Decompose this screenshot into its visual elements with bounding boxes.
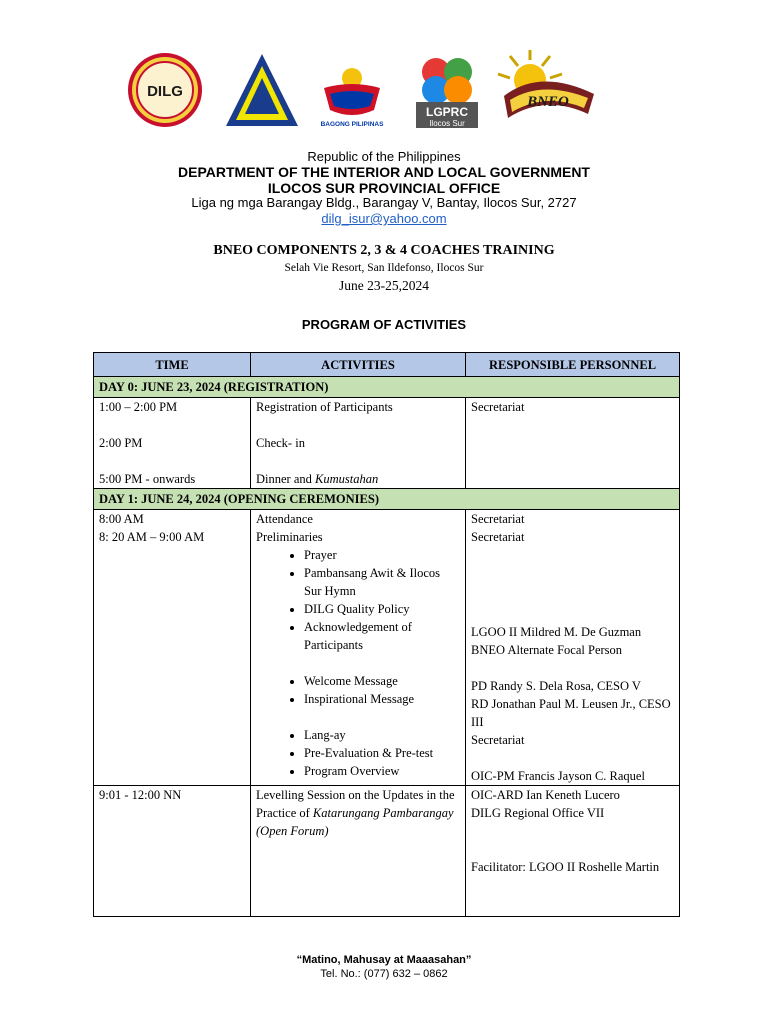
department-name: DEPARTMENT OF THE INTERIOR AND LOCAL GOVERNMENT — [178, 164, 590, 180]
activity-text: Levelling Session on the Updates in the Practice of — [256, 788, 455, 820]
table-header-row — [94, 353, 680, 377]
time-text: 9:01 - 12:00 NN — [99, 788, 182, 802]
time-text: 8:00 AM — [99, 512, 144, 526]
list-item: • Pambansang Awit & Ilocos Sur Hymn — [304, 564, 460, 600]
list-item: • Prayer — [304, 546, 460, 564]
svg-text:BNEO: BNEO — [527, 94, 569, 110]
table-row — [94, 786, 680, 917]
email-link[interactable]: dilg_isur@yahoo.com — [321, 211, 447, 226]
logo-bar — [0, 50, 768, 130]
lga-logo — [224, 50, 300, 130]
event-venue: Selah Vie Resort, San Ildefonso, Ilocos Sur — [284, 262, 484, 274]
time-cell — [94, 510, 251, 786]
responsible-cell — [466, 398, 680, 489]
preliminaries-list — [256, 726, 460, 780]
event-title: BNEO COMPONENTS 2, 3 & 4 COACHES TRAINING — [213, 243, 555, 258]
day0-row — [94, 377, 680, 398]
responsible-text: PD Randy S. Dela Rosa, CESO V — [471, 679, 641, 693]
activity-cell — [251, 398, 466, 489]
header-time: TIME — [94, 353, 251, 377]
responsible-text: Secretariat — [471, 530, 525, 544]
list-item: • Acknowledgement of Participants — [304, 618, 460, 654]
list-item: • Pre-Evaluation & Pre-test — [304, 744, 460, 762]
table-row — [94, 510, 680, 786]
header-activities: ACTIVITIES — [251, 353, 466, 377]
day1-label: DAY 1: JUNE 24, 2024 (OPENING CEREMONIES) — [94, 489, 680, 510]
responsible-text: Facilitator: LGOO II Roshelle Martin — [471, 860, 660, 874]
time-text: 1:00 – 2:00 PM — [99, 400, 178, 414]
preliminaries-list — [256, 546, 460, 654]
program-heading: PROGRAM OF ACTIVITIES — [301, 317, 467, 332]
dilg-seal-logo — [127, 50, 203, 130]
header-responsible: RESPONSIBLE PERSONNEL — [466, 353, 680, 377]
responsible-text: OIC-PM Francis Jayson C. Raquel — [471, 769, 645, 783]
time-text: 5:00 PM - onwards — [99, 472, 196, 486]
list-item: • Lang-ay — [304, 726, 460, 744]
bagong-pilipinas-logo — [316, 50, 388, 130]
list-item: • DILG Quality Policy — [304, 600, 460, 618]
list-item: • Program Overview — [304, 762, 460, 780]
activity-text: Check- in — [256, 436, 305, 450]
preliminaries-list — [256, 672, 460, 708]
footer-telephone: Tel. No.: (077) 632 – 0862 — [320, 968, 448, 980]
activity-text: Preliminaries — [256, 530, 323, 544]
responsible-text: DILG Regional Office VII — [471, 806, 605, 820]
time-cell — [94, 786, 251, 917]
program-table — [93, 352, 680, 917]
responsible-text: OIC-ARD Ian Keneth Lucero — [471, 788, 620, 802]
office-name: ILOCOS SUR PROVINCIAL OFFICE — [267, 180, 501, 196]
activity-cell — [251, 510, 466, 786]
footer-motto: “Matino, Mahusay at Maaasahan” — [296, 954, 472, 966]
responsible-cell — [466, 786, 680, 917]
event-date: June 23-25,2024 — [339, 278, 429, 293]
office-address: Liga ng mga Barangay Bldg., Barangay V, Bantay, Ilocos Sur, 2727 — [191, 195, 577, 210]
activity-cell — [251, 786, 466, 917]
svg-text:BAGONG PILIPINAS: BAGONG PILIPINAS — [320, 121, 384, 128]
responsible-text: BNEO Alternate Focal Person — [471, 643, 623, 657]
time-text: 8: 20 AM – 9:00 AM — [99, 530, 205, 544]
responsible-text: RD Jonathan Paul M. Leusen Jr., CESO III — [471, 697, 671, 729]
list-item: • Inspirational Message — [304, 690, 460, 708]
activity-text: Registration of Participants — [256, 400, 393, 414]
svg-text:Ilocos Sur: Ilocos Sur — [429, 119, 465, 128]
activity-text-italic: Kumustahan — [315, 472, 379, 486]
day0-label: DAY 0: JUNE 23, 2024 (REGISTRATION) — [94, 377, 680, 398]
activity-text: Attendance — [256, 512, 313, 526]
svg-text:DILG: DILG — [147, 83, 183, 100]
day1-row — [94, 489, 680, 510]
activity-text-italic: Katarungang Pambarangay (Open Forum) — [256, 806, 454, 838]
responsible-text: Secretariat — [471, 512, 525, 526]
bneo-logo — [490, 50, 600, 130]
time-text: 2:00 PM — [99, 436, 143, 450]
list-item: • Welcome Message — [304, 672, 460, 690]
activity-text: Dinner and — [256, 472, 316, 486]
responsible-text: Secretariat — [471, 733, 525, 747]
responsible-text: LGOO II Mildred M. De Guzman — [471, 625, 642, 639]
time-cell — [94, 398, 251, 489]
responsible-text: Secretariat — [471, 400, 525, 414]
responsible-cell — [466, 510, 680, 786]
republic-line: Republic of the Philippines — [307, 149, 461, 164]
svg-text:LGPRC: LGPRC — [426, 105, 468, 119]
table-row — [94, 398, 680, 489]
lgprc-logo — [414, 50, 480, 130]
